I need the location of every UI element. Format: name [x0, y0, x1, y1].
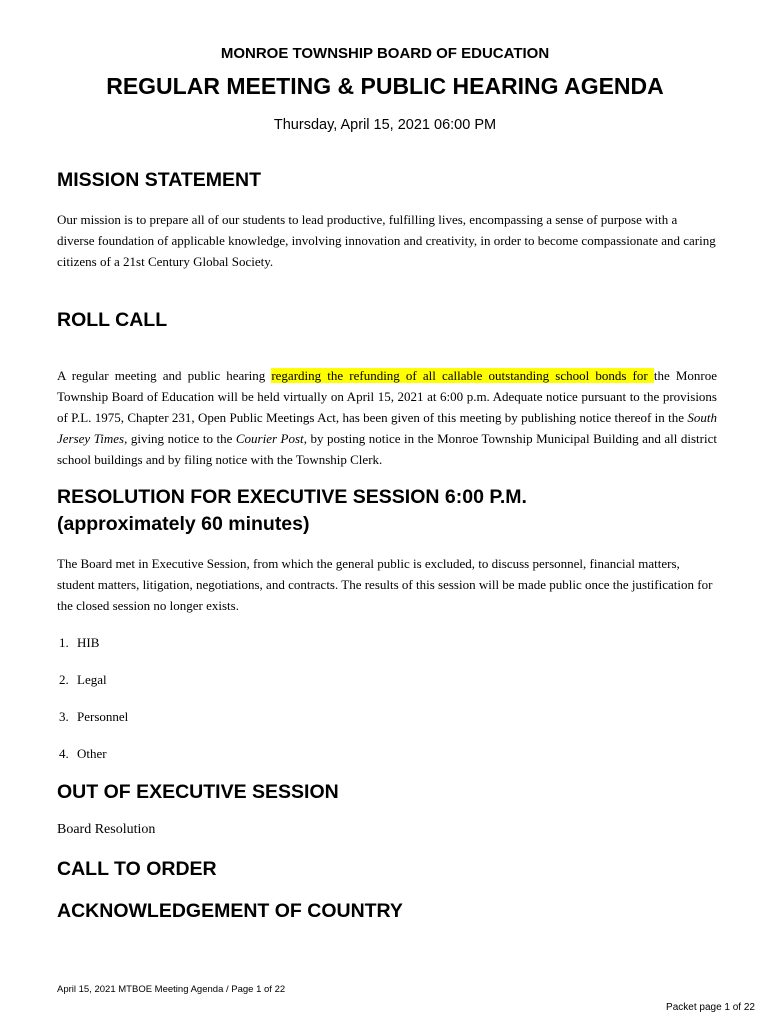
roll-call-text-part-4: , by posting notice in the Monroe Township Municipal Building and all district school buildings and by filing notice with the Township Clerk.	[57, 431, 717, 467]
roll-call-text-part-2: the Monroe Township Board of Education will be held virtually on April 15, 2021 at 6:00 p.m. Adequate notice pursuant to the provisions of P.L. 1975, Chapter 231, Open Public Meetings Act, has been given of this meeting by publishing notice thereof in the	[57, 368, 717, 425]
packet-page-number: Packet page 1 of 22	[666, 1002, 755, 1013]
executive-session-text: The Board met in Executive Session, from which the general public is excluded, to discuss personnel, financial matters, student matters, litigation, negotiations, and contracts. The results of this session will be made public once the justification for the closed session no longer exists.	[57, 556, 713, 613]
executive-session-duration: (approximately 60 minutes)	[57, 513, 310, 535]
mission-heading: MISSION STATEMENT	[57, 169, 262, 191]
list-item	[59, 635, 99, 651]
document-title: REGULAR MEETING & PUBLIC HEARING AGENDA	[106, 73, 664, 99]
list-item	[59, 709, 128, 725]
list-item-label: Other	[77, 746, 107, 761]
list-item-label: Legal	[77, 672, 107, 687]
mission-text: Our mission is to prepare all of our students to lead productive, fulfilling lives, encompassing a sense of purpose with a diverse foundation of applicable knowledge, involving innovation and creativity, in order to become compassionate and caring citizens of a 21st Century Global Society.	[57, 212, 716, 269]
organization-name: MONROE TOWNSHIP BOARD OF EDUCATION	[220, 45, 550, 62]
list-item	[59, 672, 107, 688]
roll-call-text-part-3: , giving notice to the	[124, 431, 236, 446]
call-to-order-heading: CALL TO ORDER	[57, 858, 217, 880]
roll-call-heading: ROLL CALL	[57, 309, 168, 331]
newspaper-name: South Jersey Times	[57, 410, 717, 446]
page-footer: April 15, 2021 MTBOE Meeting Agenda / Page 1 of 22	[57, 984, 286, 995]
roll-call-text	[57, 365, 717, 470]
list-item-number: 2.	[59, 672, 69, 687]
executive-session-heading: RESOLUTION FOR EXECUTIVE SESSION 6:00 P.M.	[57, 486, 527, 508]
list-item-label: Personnel	[77, 709, 129, 724]
list-item	[59, 746, 107, 762]
out-of-session-text: Board Resolution	[57, 822, 156, 837]
list-item-number: 1.	[59, 635, 69, 650]
highlighted-text: regarding the refunding of all callable outstanding school bonds for	[271, 368, 654, 383]
list-item-number: 3.	[59, 709, 69, 724]
list-item-number: 4.	[59, 746, 69, 761]
list-item-label: HIB	[77, 635, 100, 650]
out-of-session-heading: OUT OF EXECUTIVE SESSION	[57, 781, 339, 803]
acknowledgement-heading: ACKNOWLEDGEMENT OF COUNTRY	[57, 900, 403, 922]
roll-call-text-part-1: A regular meeting and public hearing	[57, 368, 272, 383]
newspaper-name: Courier Post	[235, 431, 304, 446]
meeting-date: Thursday, April 15, 2021 06:00 PM	[273, 117, 497, 133]
